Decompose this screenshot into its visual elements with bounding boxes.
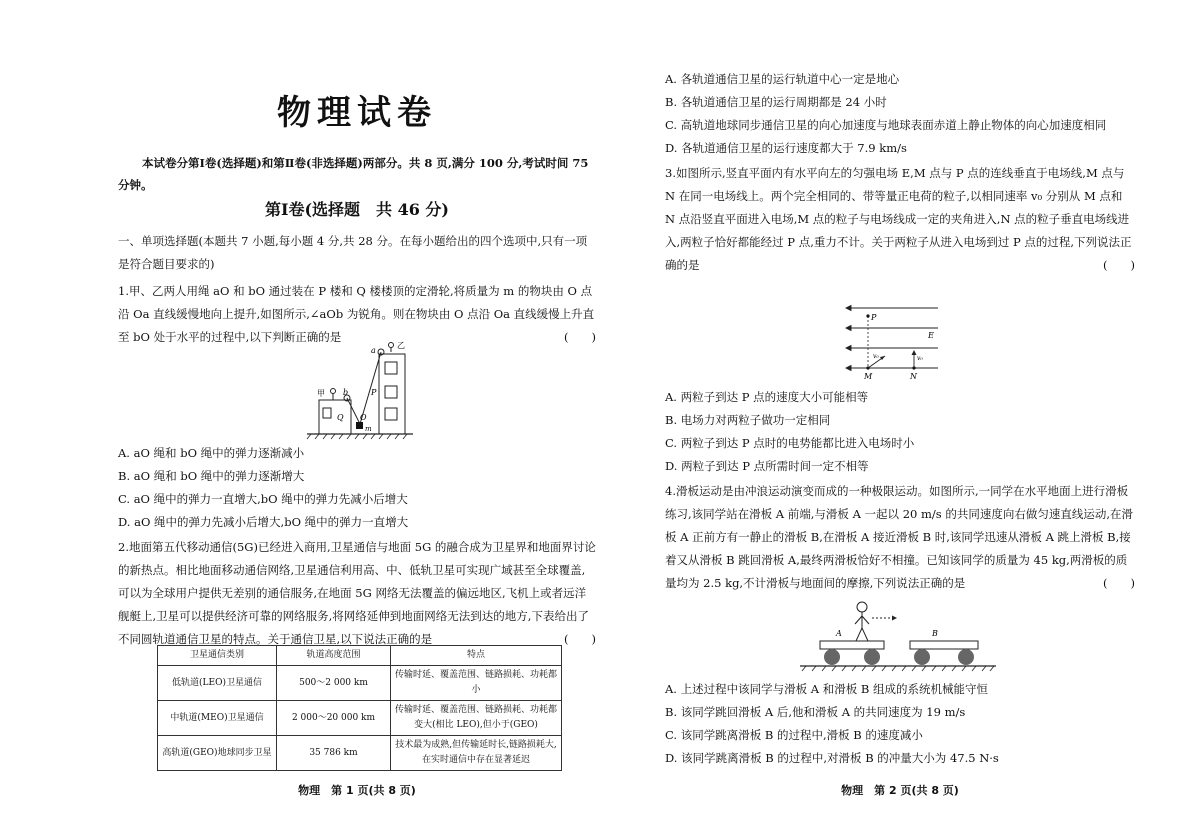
q3-fig-label-p: P [871,313,877,322]
q3-stem [665,162,1135,277]
left-column [118,230,596,349]
q4-figure [798,598,998,672]
table-row [158,666,562,701]
table-cell: 2 000～20 000 km [277,701,391,736]
table-header-cell: 特点 [391,646,562,666]
q1-stem-text: 1.甲、乙两人用绳 aO 和 bO 通过装在 P 楼和 Q 楼楼顶的定滑轮,将质量为 m 的物块由 O 点沿 Oa 直线缓慢地向上提升,如图所示,∠aOb 为锐角。则在物块由 O 点沿 Oa 直线缓慢上升直至 bO 处于水平的过程中,以下判断正确的是 [118,284,595,344]
q2-option-c: C. 高轨道地球同步通信卫星的向心加速度与地球表面赤道上静止物体的向心加速度相同 [665,118,1107,132]
q4-stem-text: 4.滑板运动是由冲浪运动演变而成的一种极限运动。如图所示,一同学在水平地面上进行滑板练习,该同学站在滑板 A 前端,与滑板 A 一起以 20 m/s 的共同速度向右做匀速直线运动,在滑板 A 正前方有一静止的滑板 B,在滑板 A 接近滑板 B 时,该同学迅速从滑板 A 跳上滑板 B,接着又从滑板 B 跳回滑板 A,最终两滑板恰好不相撞。已知该同学的质量为 45 kg,两滑板的质量均为 2.5 kg,不计滑板与地面间的摩擦,下列说法正确的是 [665,484,1133,590]
table-row [158,736,562,771]
q3-fig-label-v-m: v₀ [873,353,879,360]
q4-stem [665,480,1135,595]
table-cell: 500～2 000 km [277,666,391,701]
q3-answer-bracket: ( ) [1103,258,1135,272]
q1-options [118,442,596,651]
q1-fig-label-a: a [371,346,376,355]
left-footer: 物理 第 1 页(共 8 页) [298,784,416,797]
q4-option-a: A. 上述过程中该同学与滑板 A 和滑板 B 组成的系统机械能守恒 [665,682,988,696]
q1-option-b: B. aO 绳和 bO 绳中的弹力逐渐增大 [118,469,305,483]
q1-fig-label-yi: 乙 [397,341,405,350]
section-heading: 一、单项选择题(本题共 7 小题,每小题 4 分,共 28 分。在每小题给出的四个选项中,只有一项是符合题目要求的) [118,234,588,271]
q1-option-a: A. aO 绳和 bO 绳中的弹力逐渐减小 [118,446,305,460]
exam-title: 物理试卷 [277,93,437,133]
q4-option-c: C. 该同学跳离滑板 B 的过程中,滑板 B 的速度减小 [665,728,923,742]
q2-option-a: A. 各轨道通信卫星的运行轨道中心一定是地心 [665,72,900,86]
q4-fig-label-a: A [836,629,842,638]
q3-fig-label-m: M [864,372,873,381]
table-cell: 低轨道(LEO)卫星通信 [158,666,277,701]
q3-option-a: A. 两粒子到达 P 点的速度大小可能相等 [665,390,869,404]
q4-option-b: B. 该同学跳回滑板 A 后,他和滑板 A 的共同速度为 19 m/s [665,705,966,719]
q1-fig-label-o: O [360,413,367,422]
table-cell: 传输时延、覆盖范围、链路损耗、功耗都小 [391,666,562,701]
table-cell: 传输时延、覆盖范围、链路损耗、功耗都变大(相比 LEO),但小于(GEO) [391,701,562,736]
q1-fig-label-b: b [343,388,349,397]
q4-fig-label-b: B [932,629,938,638]
q3-fig-label-e: E [928,331,934,340]
q3-figure [838,302,948,382]
q1-option-c: C. aO 绳中的弹力一直增大,bO 绳中的弹力先减小后增大 [118,492,408,506]
q2-table-wrapper [157,645,562,771]
q2-option-b: B. 各轨道通信卫星的运行周期都是 24 小时 [665,95,887,109]
q1-fig-label-jia: 甲 [317,389,325,398]
table-header-cell: 轨道高度范围 [277,646,391,666]
q2-stem-text: 2.地面第五代移动通信(5G)已经进入商用,卫星通信与地面 5G 的融合成为卫星界和地面界讨论的新热点。相比地面移动通信网络,卫星通信利用高、中、低轨卫星可实现广域甚至全球覆盖,可以为全球用户提供无差别的通信服务,在地面 5G 网络无法覆盖的偏远地区,飞机上或者远洋舰艇上,卫星可以提供经济可靠的网络服务,将网络延伸到地面网络无法到达的地方,下表给出了不同圆轨道通信卫星的特点。关于通信卫星,以下说法正确的是 [118,540,596,646]
q2-stem [118,536,596,651]
q1-fig-label-p: P [371,388,377,397]
table-cell: 中轨道(MEO)卫星通信 [158,701,277,736]
table-header-row [158,646,562,666]
q4-options [665,678,1135,770]
table-header-cell: 卫星通信类别 [158,646,277,666]
q3-fig-label-n: N [910,372,917,381]
q1-answer-bracket: ( ) [564,330,596,344]
table-cell: 技术最为成熟,但传输延时长,链路损耗大,在实时通信中存在显著延迟 [391,736,562,771]
table-cell: 35 786 km [277,736,391,771]
table-row [158,701,562,736]
right-footer: 物理 第 2 页(共 8 页) [841,784,959,797]
q3-option-c: C. 两粒子到达 P 点时的电势能都比进入电场时小 [665,436,915,450]
q2-answer-bracket: ( ) [564,632,596,646]
q2-option-d: D. 各轨道通信卫星的运行速度都大于 7.9 km/s [665,141,907,155]
q1-option-d: D. aO 绳中的弹力先减小后增大,bO 绳中的弹力一直增大 [118,515,409,529]
q4-answer-bracket: ( ) [1103,576,1135,590]
exam-intro: 本试卷分第Ⅰ卷(选择题)和第Ⅱ卷(非选择题)两部分。共 8 页,满分 100 分,考试时间 75 分钟。 [118,156,589,192]
q3-option-b: B. 电场力对两粒子做功一定相同 [665,413,831,427]
right-column-top [665,68,1135,277]
q1-stem [118,280,596,349]
table-cell: 高轨道(GEO)地球同步卫星 [158,736,277,771]
q3-fig-label-v-n: v₀ [917,355,923,362]
q1-figure [305,340,415,440]
q1-fig-label-m: m [365,425,372,433]
q3-stem-text: 3.如图所示,竖直平面内有水平向左的匀强电场 E,M 点与 P 点的连线垂直于电场线,M 点与 N 在同一电场线上。两个完全相同的、带等量正电荷的粒子,以相同速率 v₀ 分别从 M 点和 N 点沿竖直平面进入电场,M 点的粒子与电场线成一定的夹角进入,N 点的粒子垂直电场线进入,两粒子恰好都能经过 P 点,重力不计。关于两粒子从进入电场到过 P 点的过程,下列说法正确的是 [665,166,1132,272]
q3-option-d: D. 两粒子到达 P 点所需时间一定不相等 [665,459,869,473]
right-column-bottom [665,386,1135,595]
q2-table [157,645,562,771]
part-title: 第Ⅰ卷(选择题 共 46 分) [264,200,450,219]
q1-fig-label-q: Q [337,413,344,422]
q4-option-d: D. 该同学跳离滑板 B 的过程中,对滑板 B 的冲量大小为 47.5 N·s [665,751,999,765]
